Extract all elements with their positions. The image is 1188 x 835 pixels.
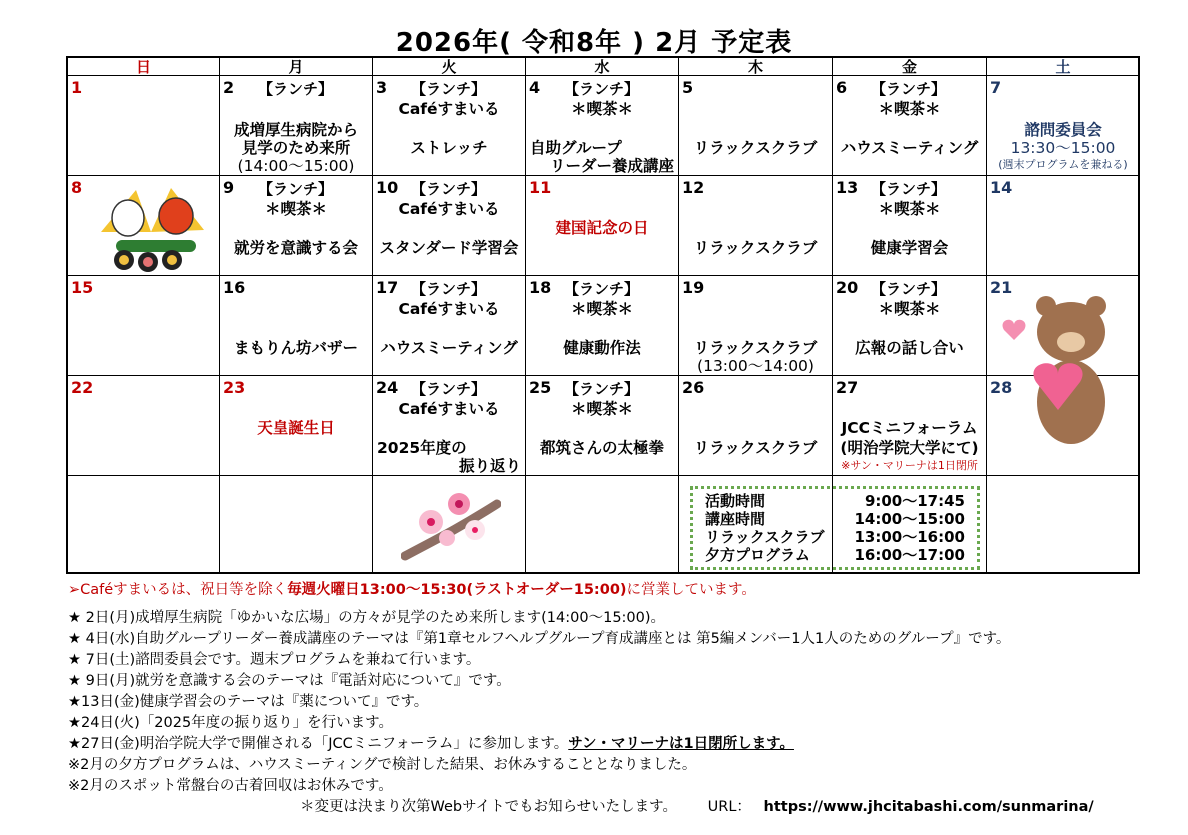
lunch-label: 【ランチ】 (871, 180, 947, 198)
lunch-label: 【ランチ】 (411, 380, 487, 398)
hours-time: 14:00～15:00 (854, 510, 965, 528)
day-number: 24 (376, 378, 399, 397)
event-text: ストレッチ (410, 139, 488, 157)
lunch-label: 【ランチ】 (564, 380, 640, 398)
day-cell (679, 276, 833, 376)
event-text: 健康動作法 (563, 339, 641, 357)
note-text: ★27日(金)明治学院大学で開催される「JCCミニフォーラム」に参加します。 (68, 736, 569, 752)
day-number: 5 (682, 78, 694, 97)
day-number: 17 (376, 278, 399, 297)
hours-row (705, 492, 965, 510)
event-text: 見学のため来所 (241, 139, 351, 157)
cafe-label: Caféすまいる (398, 300, 500, 318)
url-label: URL： (707, 799, 751, 815)
closure-note: ※サン・マリーナは1日閉所 (841, 459, 978, 472)
day-cell (833, 76, 987, 176)
day-number: 10 (376, 178, 399, 197)
note-line: ★24日(火)「2025年度の振り返り」を行います。 (68, 715, 394, 731)
day-cell (526, 376, 679, 476)
hours-time: 9:00～17:45 (864, 492, 965, 510)
hours-time: 13:00～16:00 (854, 528, 965, 546)
hours-time: 16:00～17:00 (854, 546, 965, 564)
event-text: 自助グループ (530, 139, 622, 157)
lunch-label: 【ランチ】 (564, 280, 640, 298)
hours-row (705, 528, 965, 546)
cafe-label: Caféすまいる (398, 100, 500, 118)
day-number: 16 (223, 278, 246, 297)
event-text: ハウスミーティング (380, 339, 518, 357)
holiday-label: 天皇誕生日 (257, 419, 335, 437)
event-text: 2025年度の (377, 439, 467, 457)
event-text: リラックスクラブ (693, 339, 818, 357)
kissa-label: ＊喫茶＊ (570, 100, 633, 118)
empty-cell (987, 476, 1139, 572)
cafe-note-text: に営業しています。 (626, 582, 756, 598)
empty-cell (526, 476, 679, 572)
day-cell (373, 376, 526, 476)
day-number: 13 (836, 178, 859, 197)
day-number: 14 (990, 178, 1013, 197)
day-cell (833, 176, 987, 276)
event-text: 都筑さんの太極拳 (539, 439, 664, 457)
empty-cell (68, 476, 220, 572)
weekday-wed: 水 (526, 58, 679, 76)
event-text: 振り返り (458, 457, 521, 475)
cafe-note-text: ➢Caféすまいるは、祝日等を除く (68, 582, 288, 598)
day-cell (220, 176, 373, 276)
footer-line (300, 795, 1094, 816)
hours-label: 講座時間 (705, 510, 766, 528)
note-line: ★ 7日(土)諮問委員会です。週末プログラムを兼ねて行います。 (68, 652, 481, 668)
event-text: 諮問委員会 (1024, 121, 1102, 139)
lunch-label: 【ランチ】 (258, 80, 334, 98)
day-cell (220, 376, 373, 476)
weekday-mon: 月 (220, 58, 373, 76)
event-text: (明治学院大学にて) (840, 439, 979, 457)
empty-cell (220, 476, 373, 572)
kissa-label: ＊喫茶＊ (570, 400, 633, 418)
lunch-label: 【ランチ】 (411, 80, 487, 98)
empty-cell (373, 476, 526, 572)
cafe-label: Caféすまいる (398, 200, 500, 218)
event-text: 就労を意識する会 (233, 239, 358, 257)
weekday-thu: 木 (679, 58, 833, 76)
event-text: リラックスクラブ (693, 239, 818, 257)
event-text: まもりん坊バザー (233, 339, 358, 357)
day-cell (526, 176, 679, 276)
event-text: リーダー養成講座 (549, 157, 674, 175)
event-note: (週末プログラムを兼ねる) (998, 158, 1128, 171)
day-number: 4 (529, 78, 541, 97)
day-number: 8 (71, 178, 83, 197)
day-number: 23 (223, 378, 246, 397)
weekday-fri: 金 (833, 58, 987, 76)
hours-label: 夕方プログラム (705, 546, 810, 564)
day-cell (68, 276, 220, 376)
day-number: 22 (71, 378, 94, 397)
weekday-sat: 土 (987, 58, 1139, 76)
day-cell (373, 276, 526, 376)
lunch-label: 【ランチ】 (871, 80, 947, 98)
hours-label: 活動時間 (705, 492, 766, 510)
note-line (68, 732, 794, 753)
day-number: 25 (529, 378, 552, 397)
day-cell (526, 276, 679, 376)
lunch-label: 【ランチ】 (258, 180, 334, 198)
day-cell (526, 76, 679, 176)
lunch-label: 【ランチ】 (411, 280, 487, 298)
day-number: 26 (682, 378, 705, 397)
lunch-label: 【ランチ】 (564, 80, 640, 98)
day-cell (68, 376, 220, 476)
day-cell (833, 276, 987, 376)
hours-row (705, 510, 965, 528)
kissa-label: ＊喫茶＊ (878, 300, 941, 318)
day-cell (68, 176, 220, 276)
event-text: 広報の話し合い (855, 339, 964, 357)
hours-label: リラックスクラブ (705, 528, 825, 546)
event-text: リラックスクラブ (693, 439, 818, 457)
event-time: 13:30～15:00 (1010, 139, 1116, 157)
kissa-label: ＊喫茶＊ (878, 100, 941, 118)
event-time: (13:00～14:00) (697, 357, 814, 375)
note-line: ★ 4日(水)自助グループリーダー養成講座のテーマは『第1章セルフヘルプグループ育成講座とは 第5編メンバー1人1人のためのグループ』です。 (68, 631, 1011, 647)
bear-heart-illustration (996, 290, 1116, 450)
cafe-note-hours: 毎週火曜日13:00～15:30(ラストオーダー15:00) (287, 582, 627, 598)
kissa-label: ＊喫茶＊ (878, 200, 941, 218)
note-line: ※2月のスポット常盤台の古着回収はお休みです。 (68, 778, 393, 794)
event-text: リラックスクラブ (693, 139, 818, 157)
setsubun-illustration (96, 182, 206, 274)
day-number: 19 (682, 278, 705, 297)
note-line: ※2月の夕方プログラムは、ハウスミーティングで検討した結果、お休みすることとなりました。 (68, 757, 697, 773)
note-emphasis: サン・マリーナは1日閉所します。 (568, 736, 794, 752)
weekday-tue: 火 (373, 58, 526, 76)
hours-box (690, 486, 980, 570)
event-time: (14:00～15:00) (237, 157, 355, 175)
holiday-label: 建国記念の日 (555, 219, 649, 237)
day-cell (833, 376, 987, 476)
day-cell (220, 276, 373, 376)
event-text: JCCミニフォーラム (841, 419, 978, 437)
lunch-label: 【ランチ】 (411, 180, 487, 198)
plum-blossom-illustration (401, 484, 501, 564)
day-cell (68, 76, 220, 176)
day-number: 2 (223, 78, 235, 97)
event-text: 健康学習会 (870, 239, 949, 257)
day-number: 9 (223, 178, 235, 197)
note-line: ★13日(金)健康学習会のテーマは『薬について』です。 (68, 694, 429, 710)
day-number: 3 (376, 78, 388, 97)
day-number: 12 (682, 178, 705, 197)
day-cell (987, 176, 1139, 276)
day-cell (679, 176, 833, 276)
day-cell (373, 76, 526, 176)
day-number: 21 (990, 278, 1013, 297)
kissa-label: ＊喫茶＊ (264, 200, 327, 218)
event-text: 成増厚生病院から (233, 121, 358, 139)
day-cell (987, 76, 1139, 176)
day-number: 7 (990, 78, 1002, 97)
kissa-label: ＊喫茶＊ (570, 300, 633, 318)
day-number: 1 (71, 78, 83, 97)
day-number: 28 (990, 378, 1013, 397)
cafe-label: Caféすまいる (398, 400, 500, 418)
event-text: ハウスミーティング (840, 139, 979, 157)
day-number: 18 (529, 278, 552, 297)
day-number: 6 (836, 78, 848, 97)
cafe-note (68, 578, 756, 599)
day-cell (679, 376, 833, 476)
day-cell (679, 76, 833, 176)
day-number: 20 (836, 278, 859, 297)
day-cell (220, 76, 373, 176)
weekday-sun: 日 (68, 58, 220, 76)
day-number: 27 (836, 378, 859, 397)
note-line: ★ 9日(月)就労を意識する会のテーマは『電話対応について』です。 (68, 673, 511, 689)
website-link[interactable]: https://www.jhcitabashi.com/sunmarina/ (763, 799, 1094, 815)
hours-row (705, 546, 965, 564)
footer-text: ＊変更は決まり次第Webサイトでもお知らせいたします。 (300, 799, 678, 815)
day-number: 15 (71, 278, 94, 297)
lunch-label: 【ランチ】 (871, 280, 947, 298)
day-number: 11 (529, 178, 552, 197)
note-line: ★ 2日(月)成増厚生病院「ゆかいな広場」の方々が見学のため来所します(14:00～15:00)。 (68, 610, 666, 626)
day-cell (373, 176, 526, 276)
page-title: 2026年( 令和8年 ) 2月 予定表 (395, 28, 793, 58)
event-text: スタンダード学習会 (379, 239, 519, 257)
